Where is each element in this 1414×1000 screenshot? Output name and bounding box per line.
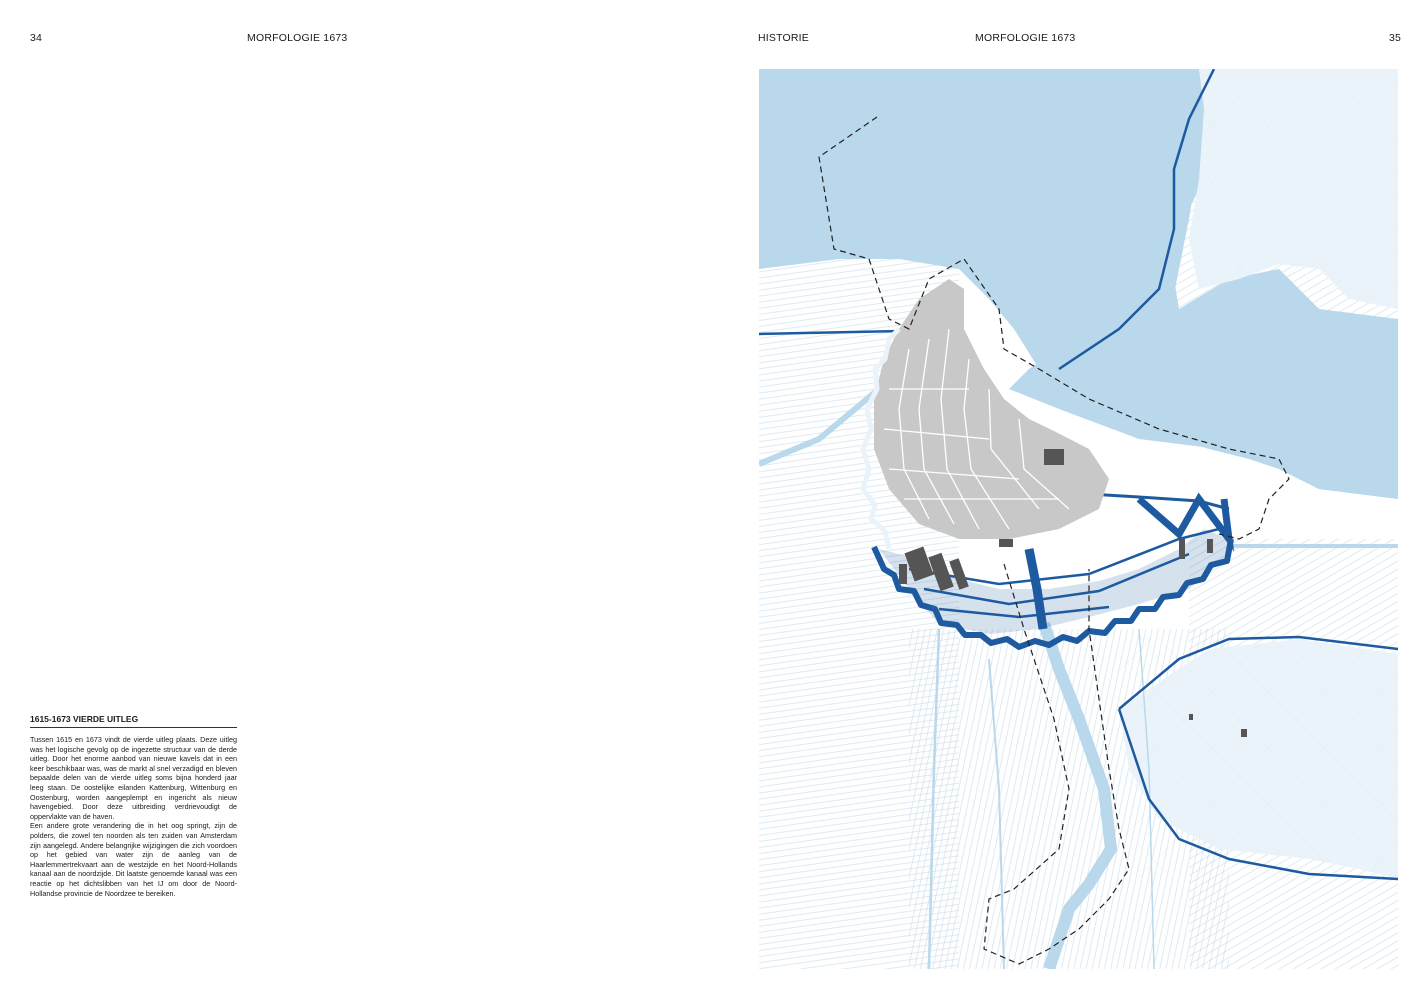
- page-number-right: 35: [1389, 32, 1402, 44]
- map-caption: [30, 714, 237, 898]
- running-title-right: MORFOLOGIE 1673: [975, 32, 1076, 44]
- caption-paragraph-2: Een andere grote verandering die in het oog springt, zijn de polders, die zowel ten noorden als ten zuiden van Amsterdam zijn aangelegd. Andere belangrijke wijzigingen die zich voordoen op het gebied van water zijn de aanleg van de Haarlemmertrekvaart aan de westzijde en het Noord-Hollands kanaal aan de noordzijde. Dit laatste genoemde kanaal was een reactie op het dichtslibben van het IJ om door de Noord-Hollandse provincie de Noordzee te bereiken.: [30, 821, 237, 898]
- section-label-right: HISTORIE: [758, 32, 809, 44]
- caption-paragraph-1: Tussen 1615 en 1673 vindt de vierde uitleg plaats. Deze uitleg was het logische gevolg op de ingezette structuur van de derde uitleg. Door het enorme aanbod van nieuwe kavels dat in een keer beschikbaar was, was de markt al snel verzadigd en bleven bepaalde delen van de vierde uitleg soms bijna honderd jaar leeg staan. De oostelijke eilanden Kattenburg, Wittenburg en Oostenburg, worden aangeplempt en ingericht als nieuw havengebied. Door deze uitbreiding verdrievoudigt de oppervlakte van de haven.: [30, 735, 237, 821]
- running-title-left: MORFOLOGIE 1673: [247, 32, 348, 44]
- morphology-map-1673: [759, 69, 1398, 969]
- northeast-polder-stripes: [1199, 69, 1398, 299]
- page-number-left: 34: [30, 32, 43, 44]
- caption-heading: 1615-1673 VIERDE UITLEG: [30, 714, 237, 728]
